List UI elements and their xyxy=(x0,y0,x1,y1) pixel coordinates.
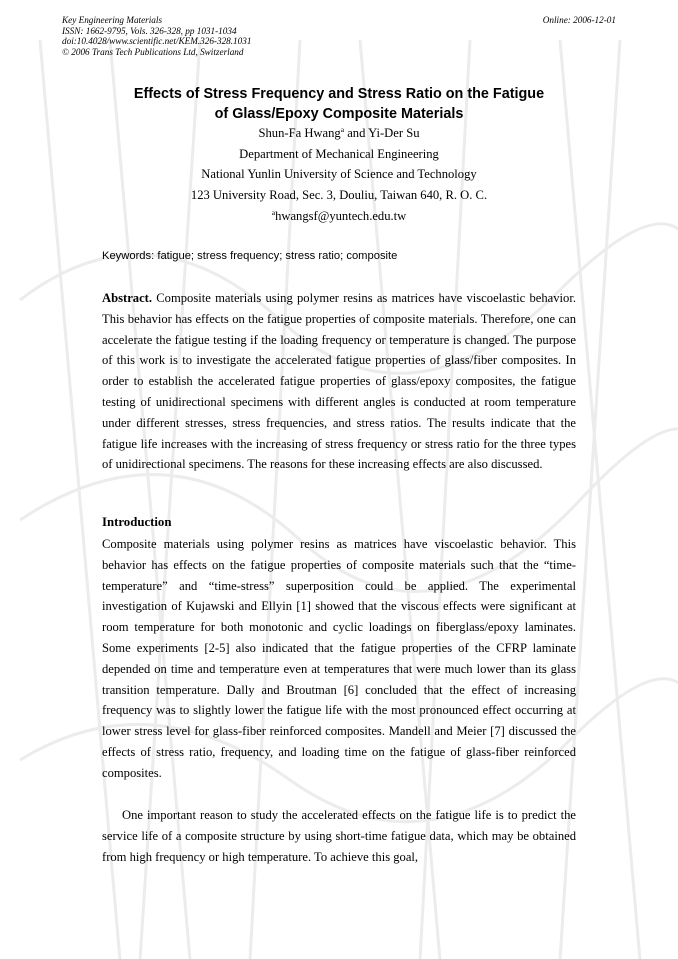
issn-line: ISSN: 1662-9795, Vols. 326-328, pp 1031-1034 xyxy=(62,25,237,36)
abstract-text: Composite materials using polymer resins as matrices have viscoelastic behavior. This behavior has effects on the fatigue properties of composite materials. Therefore, one can accelerate the fatigue testing if the loading frequency or temperature is changed. The purpose of this work is to investigate the accelerated fatigue properties of glass/fiber composites. In order to establish the accelerated fatigue properties of glass/epoxy composites, the fatigue testing of unidirectional specimens with different angles is conducted at room temperature under different stresses, stress frequencies, and stress ratios. The results indicate that the fatigue life increases with the increasing of stress frequency or stress ratio for the three types of unidirectional specimens. The reasons for these increasing effects are also discussed. xyxy=(102,291,576,472)
email xyxy=(100,208,578,224)
journal-name: Key Engineering Materials xyxy=(62,15,163,25)
title-line-2: of Glass/Epoxy Composite Materials xyxy=(214,106,464,122)
abstract-label: Abstract. xyxy=(102,291,153,305)
introduction-paragraph-1: Composite materials using polymer resins as matrices have viscoelastic behavior. This behavior has effects on the fatigue properties of composite materials such that the “time-temperature” and “time-stress” superposition could be applied. The experimental investigation of Kujawski and Ellyin [1] showed that the viscous effects were significant at room temperature for both monotonic and cyclic loadings on fiberglass/epoxy laminates. Some experiments [2-5] also indicated that the fatigue properties of the CFRP laminate depended on time and temperature even at temperatures that were much lower than its glass transition temperature. Dally and Broutman [6] concluded that the effect of increasing frequency was to slightly lower the fatigue life with the most pronounced effect occurring at lower stress level for glass-fiber reinforced composites. Mandell and Meier [7] discussed the effects of stress ratio, frequency, and loading time on the fatigue of glass-fiber reinforced composites. xyxy=(102,537,576,780)
copyright-line: © 2006 Trans Tech Publications Ltd, Switzerland xyxy=(62,46,244,57)
authors xyxy=(100,125,578,141)
introduction-paragraph-2: One important reason to study the accelerated effects on the fatigue life is to predict the service life of a composite structure by using short-time fatigue data, which may be obtained from high frequency or high temperature. To achieve this goal, xyxy=(102,808,576,864)
department: Department of Mechanical Engineering xyxy=(239,147,439,161)
address: 123 University Road, Sec. 3, Douliu, Taiwan 640, R. O. C. xyxy=(190,188,488,202)
online-date: Online: 2006-12-01 xyxy=(542,15,616,25)
title-line-1: Effects of Stress Frequency and Stress Ratio on the Fatigue xyxy=(133,86,545,102)
email-address: hwangsf@yuntech.edu.tw xyxy=(275,209,407,223)
email-sup: a xyxy=(271,208,276,217)
paper-title xyxy=(80,84,598,124)
author-2: and Yi-Der Su xyxy=(344,126,420,140)
university: National Yunlin University of Science and Technology xyxy=(201,167,477,181)
author-1-sup: a xyxy=(340,125,345,134)
introduction-heading: Introduction xyxy=(102,515,172,529)
abstract xyxy=(102,288,576,475)
journal-header xyxy=(62,15,251,57)
doi-line: doi:10.4028/www.scientific.net/KEM.326-328.1031 xyxy=(62,36,252,47)
author-1: Shun-Fa Hwang xyxy=(258,126,341,140)
keywords: Keywords: fatigue; stress frequency; stress ratio; composite xyxy=(102,250,398,262)
